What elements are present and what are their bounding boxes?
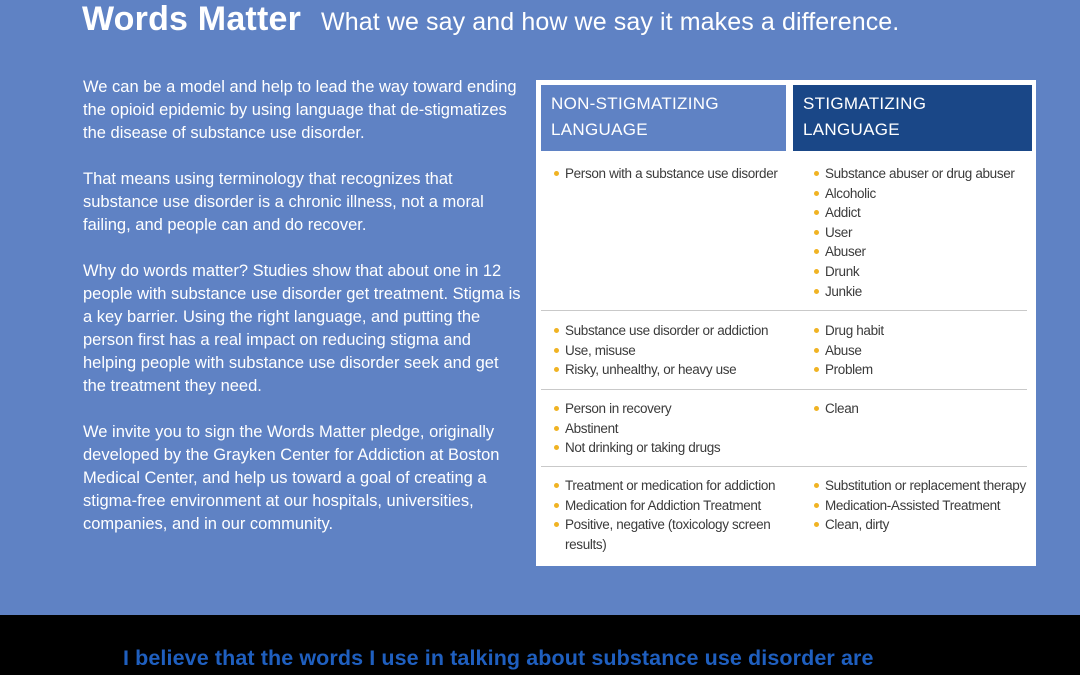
pledge-text: I believe that the words I use in talking about substance use disorder are <box>123 646 874 670</box>
stigmatizing-cell <box>813 321 1037 380</box>
intro-text <box>83 76 523 559</box>
list-item: Abuser <box>813 242 1037 262</box>
non-stigmatizing-cell <box>553 476 785 554</box>
list-item: Person with a substance use disorder <box>553 164 785 184</box>
list-item: Drunk <box>813 262 1037 282</box>
list-item: Clean <box>813 399 1037 419</box>
page-title: Words Matter <box>82 0 302 38</box>
paragraph: That means using terminology that recognizes that substance use disorder is a chronic illness, not a moral failing, and people can and do recover. <box>83 170 484 234</box>
list-item: Clean, dirty <box>813 515 1037 535</box>
language-table <box>536 80 1036 566</box>
list-item: Abuse <box>813 341 1037 361</box>
non-stigmatizing-cell <box>553 399 785 458</box>
table-row <box>541 466 1027 562</box>
list-item: Substance use disorder or addiction <box>553 321 785 341</box>
list-item: Junkie <box>813 282 1037 302</box>
list-item: Treatment or medication for addiction <box>553 476 785 496</box>
header-non-stigmatizing: NON-STIGMATIZING LANGUAGE <box>541 85 786 151</box>
list-item: Alcoholic <box>813 184 1037 204</box>
list-item: Abstinent <box>553 419 785 439</box>
header-stigmatizing: STIGMATIZING LANGUAGE <box>793 85 1032 151</box>
stigmatizing-cell <box>813 399 1037 419</box>
list-item: Medication for Addiction Treatment <box>553 496 785 516</box>
pledge-band <box>0 615 1080 675</box>
list-item: Positive, negative (toxicology screen results) <box>553 515 785 554</box>
table-row <box>541 164 1027 306</box>
table-row <box>541 389 1027 465</box>
list-item: User <box>813 223 1037 243</box>
list-item: Substance abuser or drug abuser <box>813 164 1037 184</box>
paragraph: We invite you to sign the Words Matter pledge, originally developed by the Grayken Center for Addiction at Boston Medical Center, and help us toward a goal of creating a stigma-free environment at our hospitals, universities, companies, and in our community. <box>83 423 500 533</box>
paragraph: Why do words matter? Studies show that about one in 12 people with substance use disorder get treatment. Stigma is a key barrier. Using the right language, and putting the person first has a real impact on reducing stigma and helping people with substance use disorder seek and get the treatment they need. <box>83 262 521 395</box>
stigmatizing-cell <box>813 164 1037 301</box>
stigmatizing-cell <box>813 476 1037 535</box>
list-item: Not drinking or taking drugs <box>553 438 785 458</box>
list-item: Person in recovery <box>553 399 785 419</box>
list-item: Medication-Assisted Treatment <box>813 496 1037 516</box>
list-item: Substitution or replacement therapy <box>813 476 1037 496</box>
list-item: Risky, unhealthy, or heavy use <box>553 360 785 380</box>
table-row <box>541 310 1027 388</box>
title-row <box>82 0 899 44</box>
paragraph: We can be a model and help to lead the way toward ending the opioid epidemic by using language that de-stigmatizes the disease of substance use disorder. <box>83 78 517 142</box>
non-stigmatizing-cell <box>553 321 785 380</box>
non-stigmatizing-cell <box>553 164 785 184</box>
list-item: Addict <box>813 203 1037 223</box>
page-subtitle: What we say and how we say it makes a difference. <box>321 8 900 36</box>
list-item: Use, misuse <box>553 341 785 361</box>
list-item: Drug habit <box>813 321 1037 341</box>
list-item: Problem <box>813 360 1037 380</box>
